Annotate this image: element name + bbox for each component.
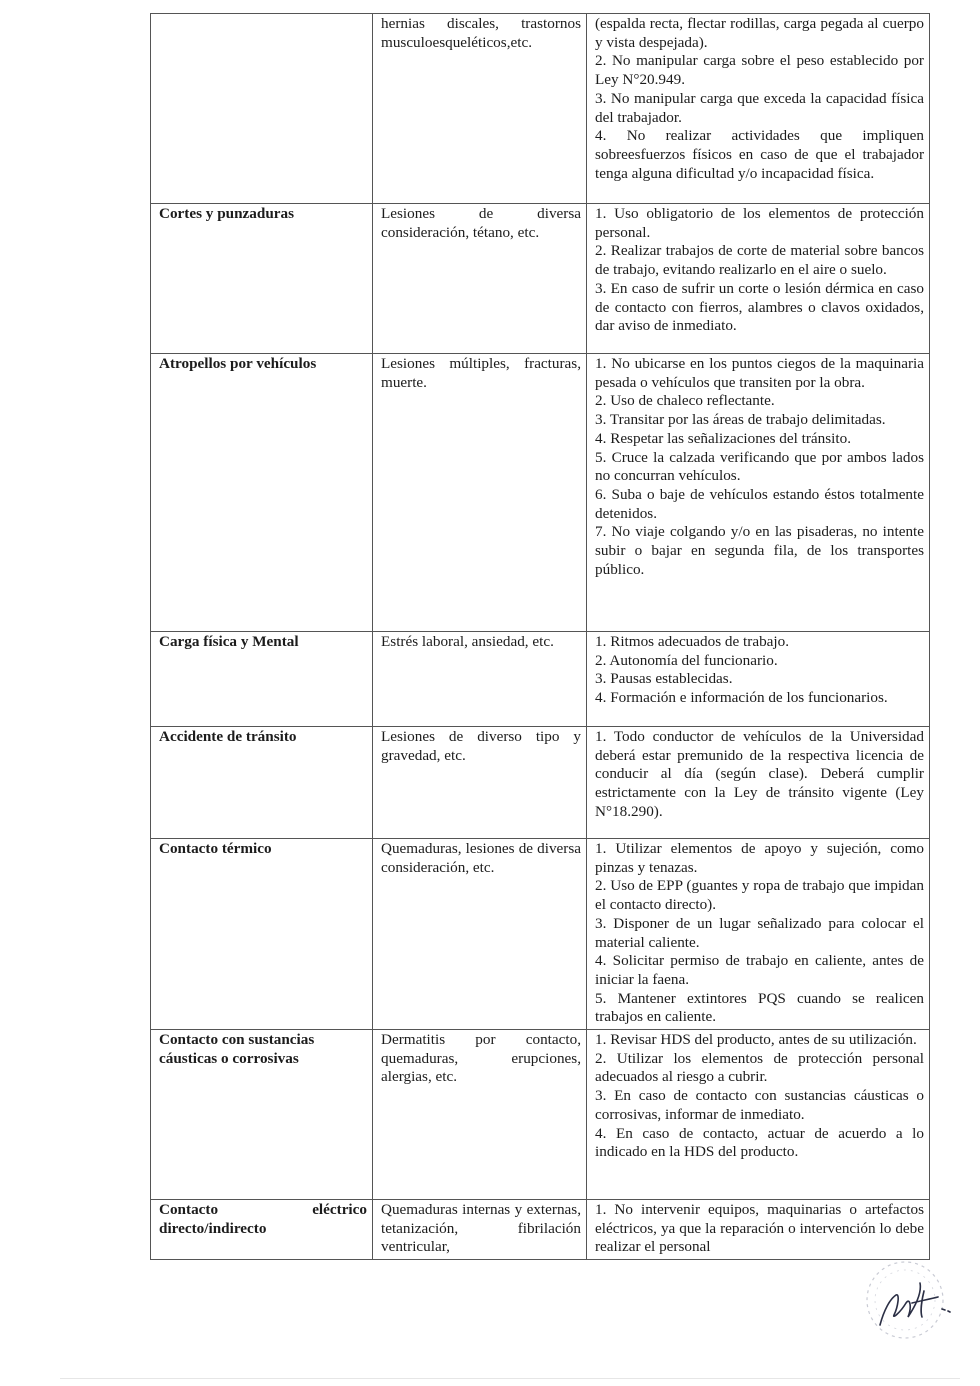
consequence-cell: Quemaduras, lesiones de diversa consideración, etc. — [373, 839, 587, 1030]
signature-stamp — [850, 1255, 960, 1345]
consequence-cell: Dermatitis por contacto, quemaduras, erupciones, alergias, etc. — [373, 1030, 587, 1200]
measures-cell — [587, 204, 930, 354]
measure-item: 6. Suba o baje de vehículos estando éstos totalmente detenidos. — [595, 485, 924, 522]
risk-table-body — [151, 14, 930, 1260]
measure-item: (espalda recta, flectar rodillas, carga pegada al cuerpo y vista despejada). — [595, 15, 924, 51]
measure-item: 2. Uso de chaleco reflectante. — [595, 392, 775, 410]
measures-cell — [587, 839, 930, 1030]
consequence-cell: Lesiones múltiples, fracturas, muerte. — [373, 354, 587, 632]
page-edge-line — [60, 1378, 960, 1379]
measure-item: 5. Mantener extintores PQS cuando se realicen trabajos en caliente. — [595, 989, 924, 1026]
risk-cell: Contacto eléctrico directo/indirecto — [151, 1200, 373, 1260]
measures-cell — [587, 14, 930, 204]
risk-cell: Carga física y Mental — [151, 632, 373, 727]
measure-item: 3. En caso de contacto con sustancias cáusticas o corrosivas, informar de inmediato. — [595, 1087, 924, 1123]
measure-item: 4. Solicitar permiso de trabajo en caliente, antes de iniciar la faena. — [595, 952, 924, 988]
table-row — [151, 632, 930, 727]
measures-cell — [587, 632, 930, 727]
measure-item: 1. Revisar HDS del producto, antes de su utilización. — [595, 1031, 917, 1049]
risk-cell — [151, 14, 373, 204]
table-row — [151, 14, 930, 204]
measure-item: 3. Pausas establecidas. — [595, 670, 733, 688]
measure-item: 1. Todo conductor de vehículos de la Universidad deberá estar premunido de la respectiva licencia de conducir al día (según clase). Deberá cumplir estrictamente con la Ley de tránsito vigente (Ley N°18.290). — [595, 728, 924, 820]
measure-item: 4. Respetar las señalizaciones del tránsito. — [595, 429, 851, 447]
measure-item: 1. No ubicarse en los puntos ciegos de la maquinaria pesada o vehículos que transiten por la obra. — [595, 355, 924, 391]
measure-item: 2. No manipular carga sobre el peso establecido por Ley N°20.949. — [595, 52, 924, 89]
table-row — [151, 204, 930, 354]
risk-cell: Contacto térmico — [151, 839, 373, 1030]
table-row — [151, 1200, 930, 1260]
risk-cell: Contacto con sustancias cáusticas o corrosivas — [151, 1030, 373, 1200]
measures-cell — [587, 1030, 930, 1200]
measure-item: 2. Utilizar los elementos de protección personal adecuados al riesgo a cubrir. — [595, 1049, 924, 1086]
measures-cell — [587, 354, 930, 632]
consequence-cell: Lesiones de diversa consideración, tétano, etc. — [373, 204, 587, 354]
measure-item: 1. Uso obligatorio de los elementos de protección personal. — [595, 205, 924, 241]
measure-item: 4. Formación e información de los funcionarios. — [595, 689, 888, 707]
measure-item: 3. No manipular carga que exceda la capacidad física del trabajador. — [595, 89, 924, 126]
measure-item: 1. No intervenir equipos, maquinarias o artefactos eléctricos, ya que la reparación o intervención lo debe realizar el personal — [595, 1201, 924, 1256]
risk-cell: Cortes y punzaduras — [151, 204, 373, 354]
measures-cell — [587, 1200, 930, 1260]
measure-item: 4. No realizar actividades que impliquen sobreesfuerzos físicos en caso de que el trabajador tenga alguna dificultad y/o incapacidad física. — [595, 127, 924, 182]
measure-item: 5. Cruce la calzada verificando que por ambos lados no concurran vehículos. — [595, 448, 924, 485]
measure-item: 1. Utilizar elementos de apoyo y sujeción, como pinzas y tenazas. — [595, 840, 924, 876]
table-row — [151, 727, 930, 839]
measure-item: 4. En caso de contacto, actuar de acuerdo a lo indicado en la HDS del producto. — [595, 1124, 924, 1161]
table-row — [151, 354, 930, 632]
consequence-cell: Lesiones de diverso tipo y gravedad, etc. — [373, 727, 587, 839]
risk-table — [150, 13, 930, 1260]
measure-item: 3. Disponer de un lugar señalizado para colocar el material caliente. — [595, 914, 924, 951]
consequence-cell: Quemaduras internas y externas, tetanización, fibrilación ventricular, — [373, 1200, 587, 1260]
measure-item: 7. No viaje colgando y/o en las pisaderas, no intente subir o bajar en segunda fila, de los transportes público. — [595, 523, 924, 578]
consequence-cell: Estrés laboral, ansiedad, etc. — [373, 632, 587, 727]
measure-item: 1. Ritmos adecuados de trabajo. — [595, 633, 790, 650]
measure-item: 3. En caso de sufrir un corte o lesión dérmica en caso de contacto con fierros, alambres o clavos oxidados, dar aviso de inmediato. — [595, 279, 924, 335]
measure-item: 2. Autonomía del funcionario. — [595, 651, 778, 669]
measure-item: 2. Uso de EPP (guantes y ropa de trabajo que impidan el contacto directo). — [595, 877, 924, 914]
consequence-cell: hernias discales, trastornos musculoesqueléticos,etc. — [373, 14, 587, 204]
table-row — [151, 839, 930, 1030]
measure-item: 3. Transitar por las áreas de trabajo delimitadas. — [595, 411, 886, 429]
table-row — [151, 1030, 930, 1200]
measure-item: 2. Realizar trabajos de corte de material sobre bancos de trabajo, evitando realizarlo en el aire o suelo. — [595, 242, 924, 279]
risk-cell: Accidente de tránsito — [151, 727, 373, 839]
risk-cell: Atropellos por vehículos — [151, 354, 373, 632]
measures-cell — [587, 727, 930, 839]
